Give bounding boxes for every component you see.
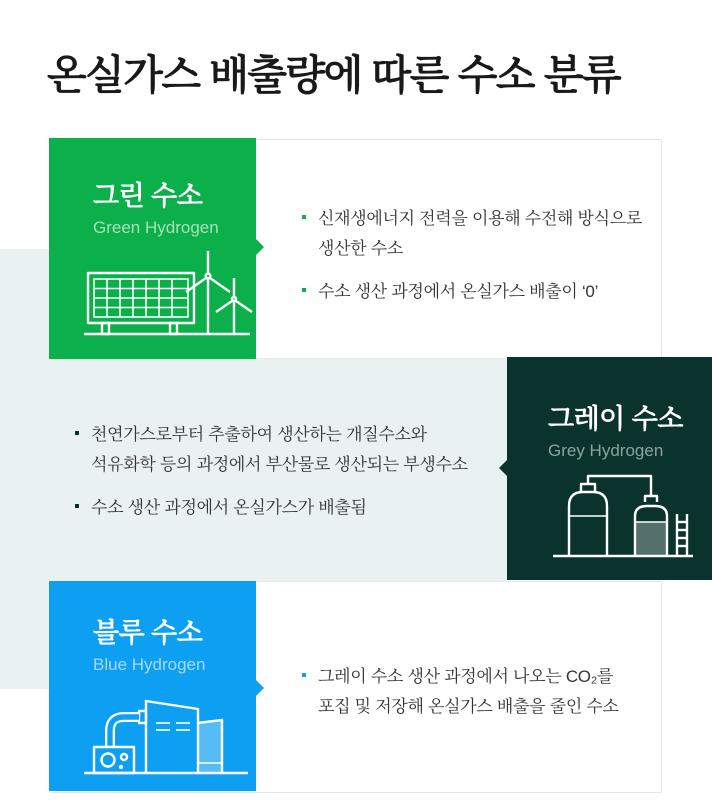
grey-box-arrow-left-icon <box>499 460 507 476</box>
bullet-text: 그레이 수소 생산 과정에서 나오는 CO₂를 포집 및 저장해 온실가스 배출을 줄인 수소 <box>318 667 619 716</box>
bullet-text: 천연가스로부터 추출하여 생산하는 개질수소와 석유화학 등의 과정에서 부산물로 생산되는 부생수소 <box>91 425 468 474</box>
factory-carbon-capture-icon <box>80 685 252 777</box>
green-hydrogen-bullet-list <box>302 204 642 320</box>
solar-panel-wind-turbine-icon <box>82 247 254 339</box>
bullet-square-icon <box>75 431 79 435</box>
bullet-item <box>302 662 619 722</box>
blue-hydrogen-subtitle: Blue Hydrogen <box>93 655 206 674</box>
bullet-square-icon <box>302 673 306 677</box>
bullet-square-icon <box>75 504 79 508</box>
blue-box-arrow-right-icon <box>256 680 264 696</box>
grey-hydrogen-bullet-list <box>75 420 468 536</box>
green-hydrogen-heading <box>49 138 256 238</box>
green-hydrogen-subtitle: Green Hydrogen <box>93 218 219 237</box>
bullet-text: 수소 생산 과정에서 온실가스가 배출됨 <box>91 498 367 517</box>
blue-hydrogen-heading <box>49 581 256 675</box>
storage-tanks-icon <box>545 468 695 560</box>
green-hydrogen-title: 그린 수소 <box>93 181 203 211</box>
bullet-square-icon <box>302 288 306 292</box>
grey-hydrogen-heading <box>507 357 712 461</box>
blue-hydrogen-box <box>49 581 256 791</box>
grey-hydrogen-subtitle: Grey Hydrogen <box>548 441 664 460</box>
page-title: 온실가스 배출량에 따른 수소 분류 <box>47 52 621 98</box>
bullet-text: 신재생에너지 전력을 이용해 수전해 방식으로 생산한 수소 <box>318 209 643 258</box>
grey-hydrogen-box <box>507 357 712 580</box>
blue-hydrogen-bullet-list <box>302 662 619 735</box>
bullet-item <box>302 204 642 264</box>
bullet-item <box>302 277 642 307</box>
bullet-item <box>75 493 468 523</box>
green-box-arrow-right-icon <box>256 239 264 255</box>
bullet-text: 수소 생산 과정에서 온실가스 배출이 ‘0’ <box>318 282 599 301</box>
grey-hydrogen-title: 그레이 수소 <box>548 404 683 434</box>
blue-hydrogen-title: 블루 수소 <box>93 618 203 648</box>
bullet-square-icon <box>302 215 306 219</box>
green-hydrogen-box <box>49 138 256 359</box>
bullet-item <box>75 420 468 480</box>
